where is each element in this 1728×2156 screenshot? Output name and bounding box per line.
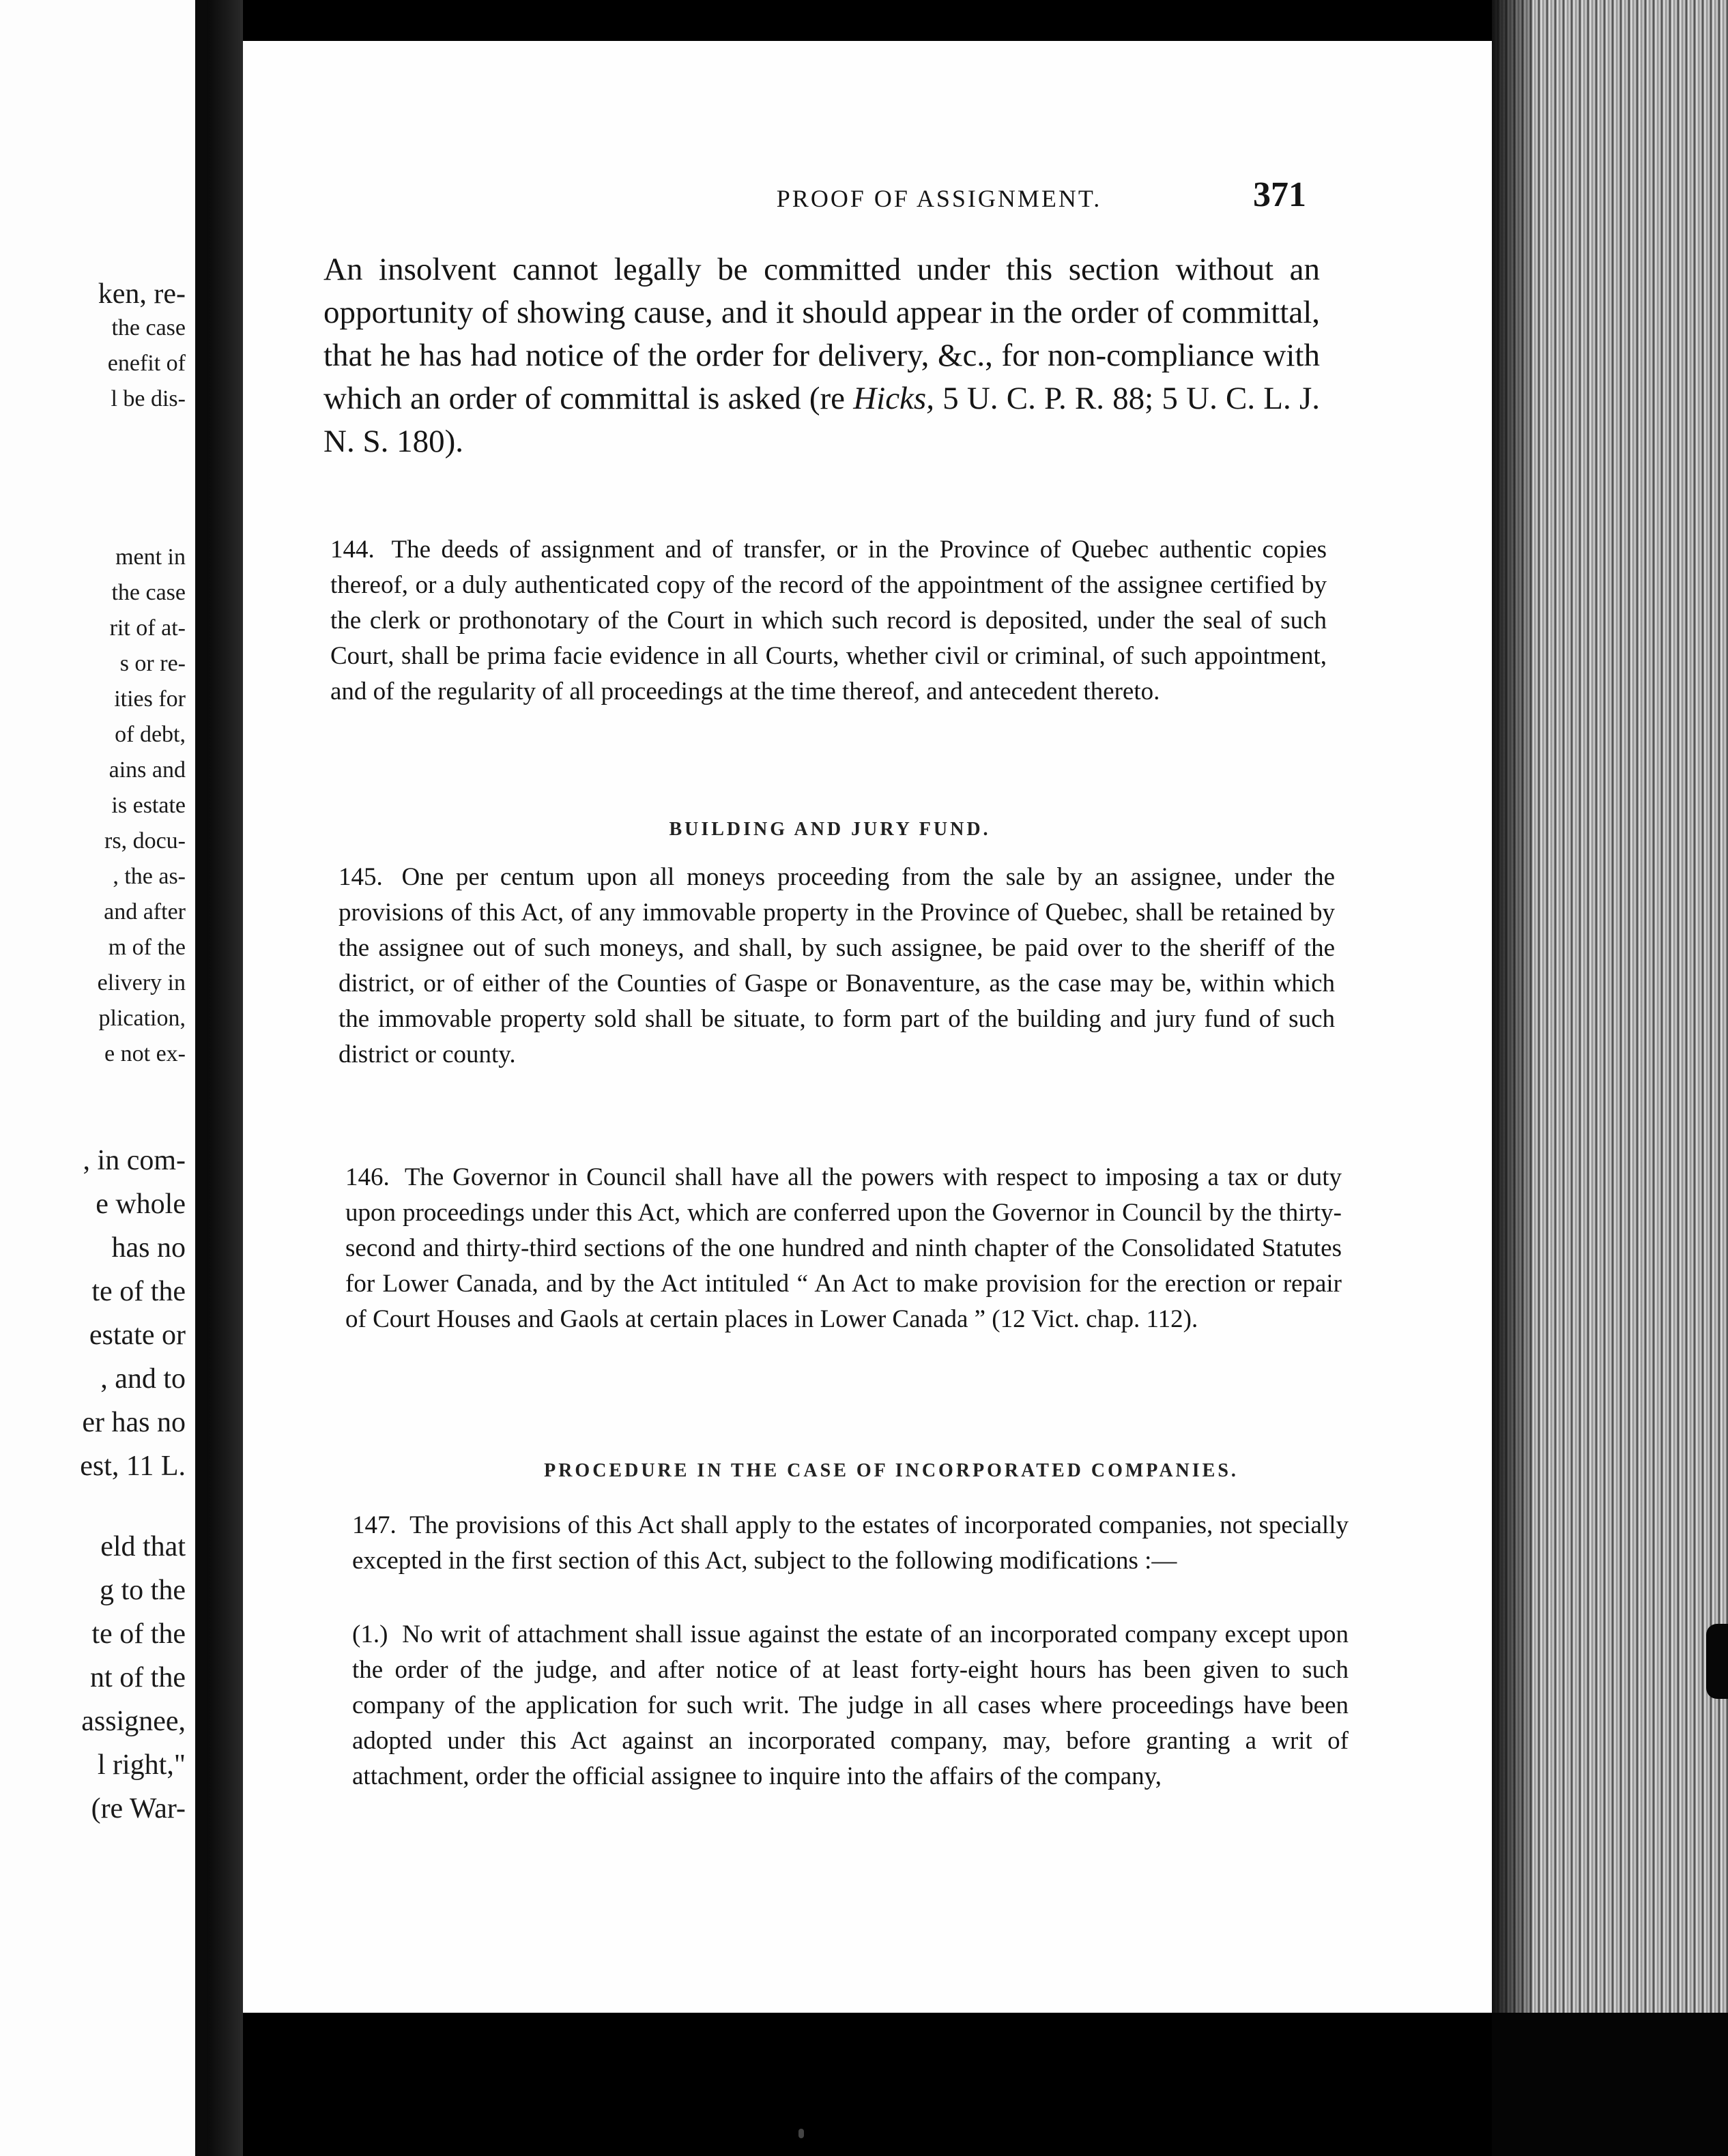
- left-page-line: assignee,: [81, 1706, 186, 1737]
- page-edges-shadow: [1492, 0, 1533, 2156]
- left-page-line: ains and: [109, 757, 186, 783]
- left-page-line: eld that: [100, 1531, 186, 1562]
- left-page-line: , in com-: [83, 1145, 186, 1176]
- left-page-line: , and to: [100, 1363, 186, 1395]
- left-page-line: ken, re-: [98, 278, 186, 310]
- section-145: [339, 860, 1335, 1073]
- left-page-line: of debt,: [115, 722, 186, 747]
- scan-notch: [1706, 1624, 1728, 1699]
- left-page-line: is estate: [111, 793, 186, 818]
- left-page-line: est, 11 L.: [80, 1451, 186, 1482]
- left-page-line: e not ex-: [104, 1041, 186, 1066]
- intro-text-after: 5 U. C. P. R. 88; 5 U. C. L. J. N. S. 180).: [323, 381, 1320, 459]
- left-page-line: m of the: [108, 935, 186, 960]
- left-page-line: l right,": [97, 1749, 186, 1781]
- subsection-text: No writ of attachment shall issue against the estate of an incorporated company except upon the order of the judge, and after notice of at least forty-eight hours has been given to such company of the application for such writ. The judge in all cases where proceedings have been adopted under this Act against an incorporated company, may, before granting a writ of attachment, order the official assignee to inquire into the affairs of the company,: [352, 1620, 1349, 1790]
- section-number: 144.: [330, 536, 375, 564]
- left-page-line: has no: [111, 1232, 186, 1264]
- left-page-line: plication,: [98, 1006, 186, 1031]
- section-147-subsection-1: [352, 1617, 1349, 1794]
- left-page-line: l be dis-: [111, 386, 186, 411]
- scan-background-bottom: [1492, 2013, 1728, 2156]
- section-number: 147.: [352, 1511, 397, 1539]
- left-page-line: elivery in: [97, 970, 186, 995]
- case-name: Hicks,: [853, 381, 934, 416]
- running-head: PROOF OF ASSIGNMENT.: [776, 185, 1102, 212]
- ink-blot: [798, 2129, 804, 2138]
- left-page-line: g to the: [100, 1575, 186, 1606]
- left-page-line: s or re-: [119, 651, 186, 676]
- section-147: [352, 1508, 1349, 1579]
- subsection-number: (1.): [352, 1620, 388, 1648]
- section-number: 146.: [345, 1163, 390, 1191]
- intro-paragraph: [323, 248, 1320, 463]
- left-page-line: ities for: [114, 686, 186, 712]
- left-page-line: enefit of: [107, 351, 186, 376]
- left-page-line: rit of at-: [109, 615, 186, 641]
- left-page-line: (re War-: [91, 1793, 186, 1824]
- section-text: The deeds of assignment and of transfer, or in the Province of Quebec authentic copies thereof, or a duly authenticated copy of the record of the appointment of the assignee certified by the clerk or prothonotary of the Court in which such record is deposited, under the seal of such Court, shall be prima facie evidence in all Courts, whether civil or criminal, of such appointment, and of the regularity of all proceedings at the time thereof, and antecedent thereto.: [330, 536, 1327, 705]
- section-number: 145.: [339, 863, 383, 891]
- left-page-line: and after: [104, 899, 186, 924]
- section-144: [330, 532, 1327, 710]
- main-page: [243, 41, 1492, 2013]
- page-number: 371: [1253, 175, 1306, 214]
- left-page-line: the case: [111, 580, 186, 605]
- left-page-line: , the as-: [113, 864, 186, 889]
- left-facing-page: [0, 0, 207, 2156]
- left-page-line: rs, docu-: [104, 828, 186, 854]
- book-gutter: [207, 0, 243, 2156]
- left-page-line: te of the: [91, 1618, 186, 1650]
- heading-building-and-jury-fund: BUILDING AND JURY FUND.: [669, 819, 991, 840]
- section-text: The provisions of this Act shall apply to the estates of incorporated companies, not specially excepted in the first section of this Act, subject to the following modifications :—: [352, 1511, 1349, 1575]
- left-page-line: estate or: [89, 1320, 186, 1351]
- left-page-line: er has no: [82, 1407, 186, 1438]
- section-text: The Governor in Council shall have all the powers with respect to imposing a tax or duty upon proceedings under this Act, which are conferred upon the Governor in Council by the thirty-second and thirty-third sections of the one hundred and ninth chapter of the Consolidated Statutes for Lower Canada, and by the Act intituled “ An Act to make provision for the erection or repair of Court Houses and Gaols at certain places in Lower Canada ” (12 Vict. chap. 112).: [345, 1163, 1342, 1333]
- left-page-line: te of the: [91, 1276, 186, 1307]
- section-text: One per centum upon all moneys proceeding from the sale by an assignee, under the provisions of this Act, of any immovable property in the Province of Quebec, shall be retained by the assignee out of such moneys, and shall, by such assignee, be paid over to the sheriff of the district, or of either of the Counties of Gaspe or Bonaventure, as the case may be, within which the immovable property sold shall be situate, to form part of the building and jury fund of such district or county.: [339, 863, 1335, 1068]
- left-page-line: ment in: [115, 544, 186, 570]
- left-page-line: e whole: [96, 1189, 186, 1220]
- intro-text-before: An insolvent cannot legally be committed under this section without an opportunity of showing cause, and it should appear in the order of committal, that he has had notice of the order for delivery, &c., for non-compliance with which an order of committal is asked (re: [323, 252, 1320, 416]
- heading-incorporated-companies: PROCEDURE IN THE CASE OF INCORPORATED COMPANIES.: [544, 1460, 1239, 1481]
- left-page-line: nt of the: [90, 1662, 186, 1693]
- section-146: [345, 1160, 1342, 1337]
- left-page-line: the case: [111, 315, 186, 340]
